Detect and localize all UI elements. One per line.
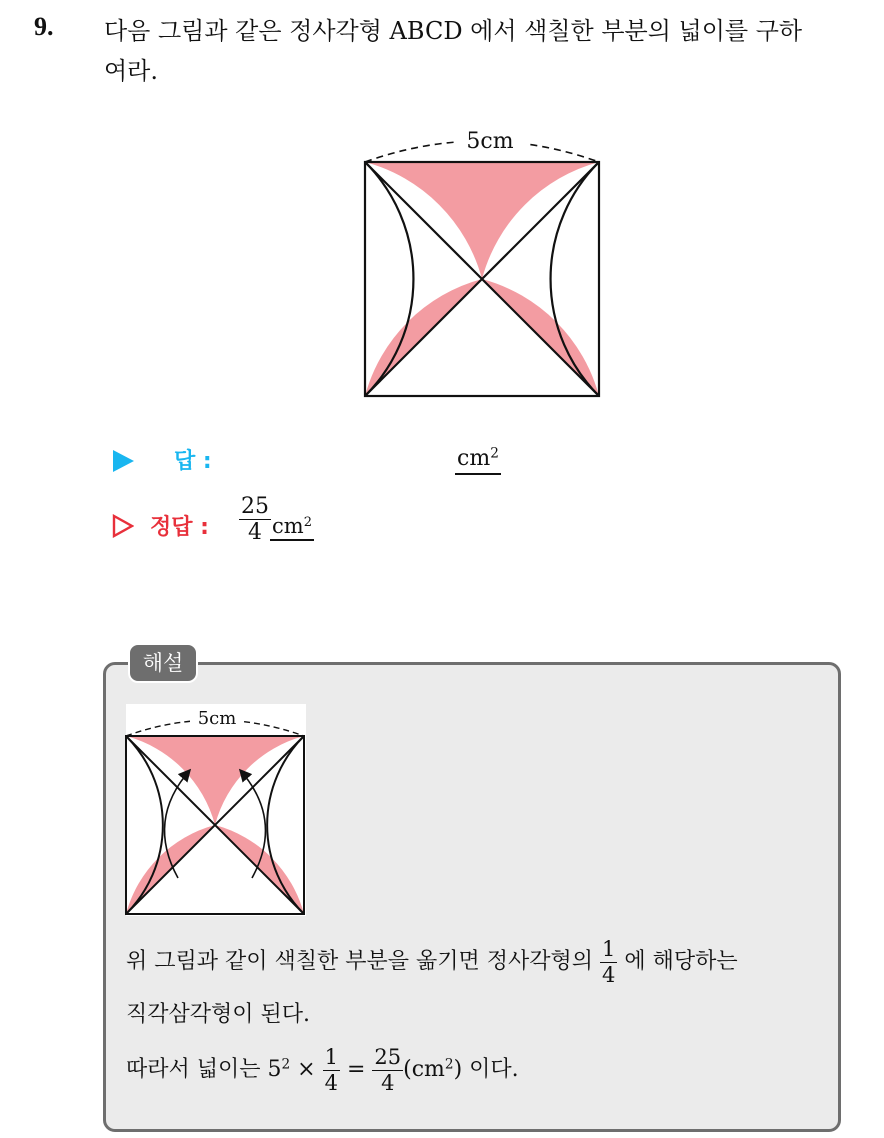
explanation-figure (116, 700, 312, 920)
answer-label: 답 : (174, 449, 212, 474)
explanation-line-3: 따라서 넓이는 $5^2$ × $\frac{1}{4}$ = $\frac{25}{4}$ $(cm^2)$ 이다. (126, 1045, 519, 1095)
correct-answer-fraction: $\frac{25}{4}$ (241, 494, 269, 546)
explanation-line-1: 위 그림과 같이 색칠한 부분을 옮기면 정사각형의 $\frac{1}{4}$ 에 해당하는 (126, 937, 738, 987)
square-figure (340, 118, 620, 408)
question-text-line2: 여라. (104, 57, 158, 85)
explanation-side-label: 5cm (197, 708, 237, 729)
explanation-line-2: 직각삼각형이 된다. (126, 1002, 311, 1027)
correct-answer-unit: $cm^2$ (270, 514, 314, 541)
explanation-badge: 해설 (128, 643, 198, 683)
correct-answer-label: 정답 : (150, 515, 209, 540)
question-text-line1: 다음 그림과 같은 정사각형 ABCD 에서 색칠한 부분의 넓이를 구하 (104, 17, 803, 45)
correct-marker-icon (112, 514, 134, 538)
question-number: 9. (34, 12, 54, 41)
shaded-top-region (365, 162, 599, 279)
answer-unit: $cm^2$ (455, 446, 501, 475)
answer-marker-icon (113, 450, 134, 472)
side-length-label: 5cm (466, 129, 514, 154)
